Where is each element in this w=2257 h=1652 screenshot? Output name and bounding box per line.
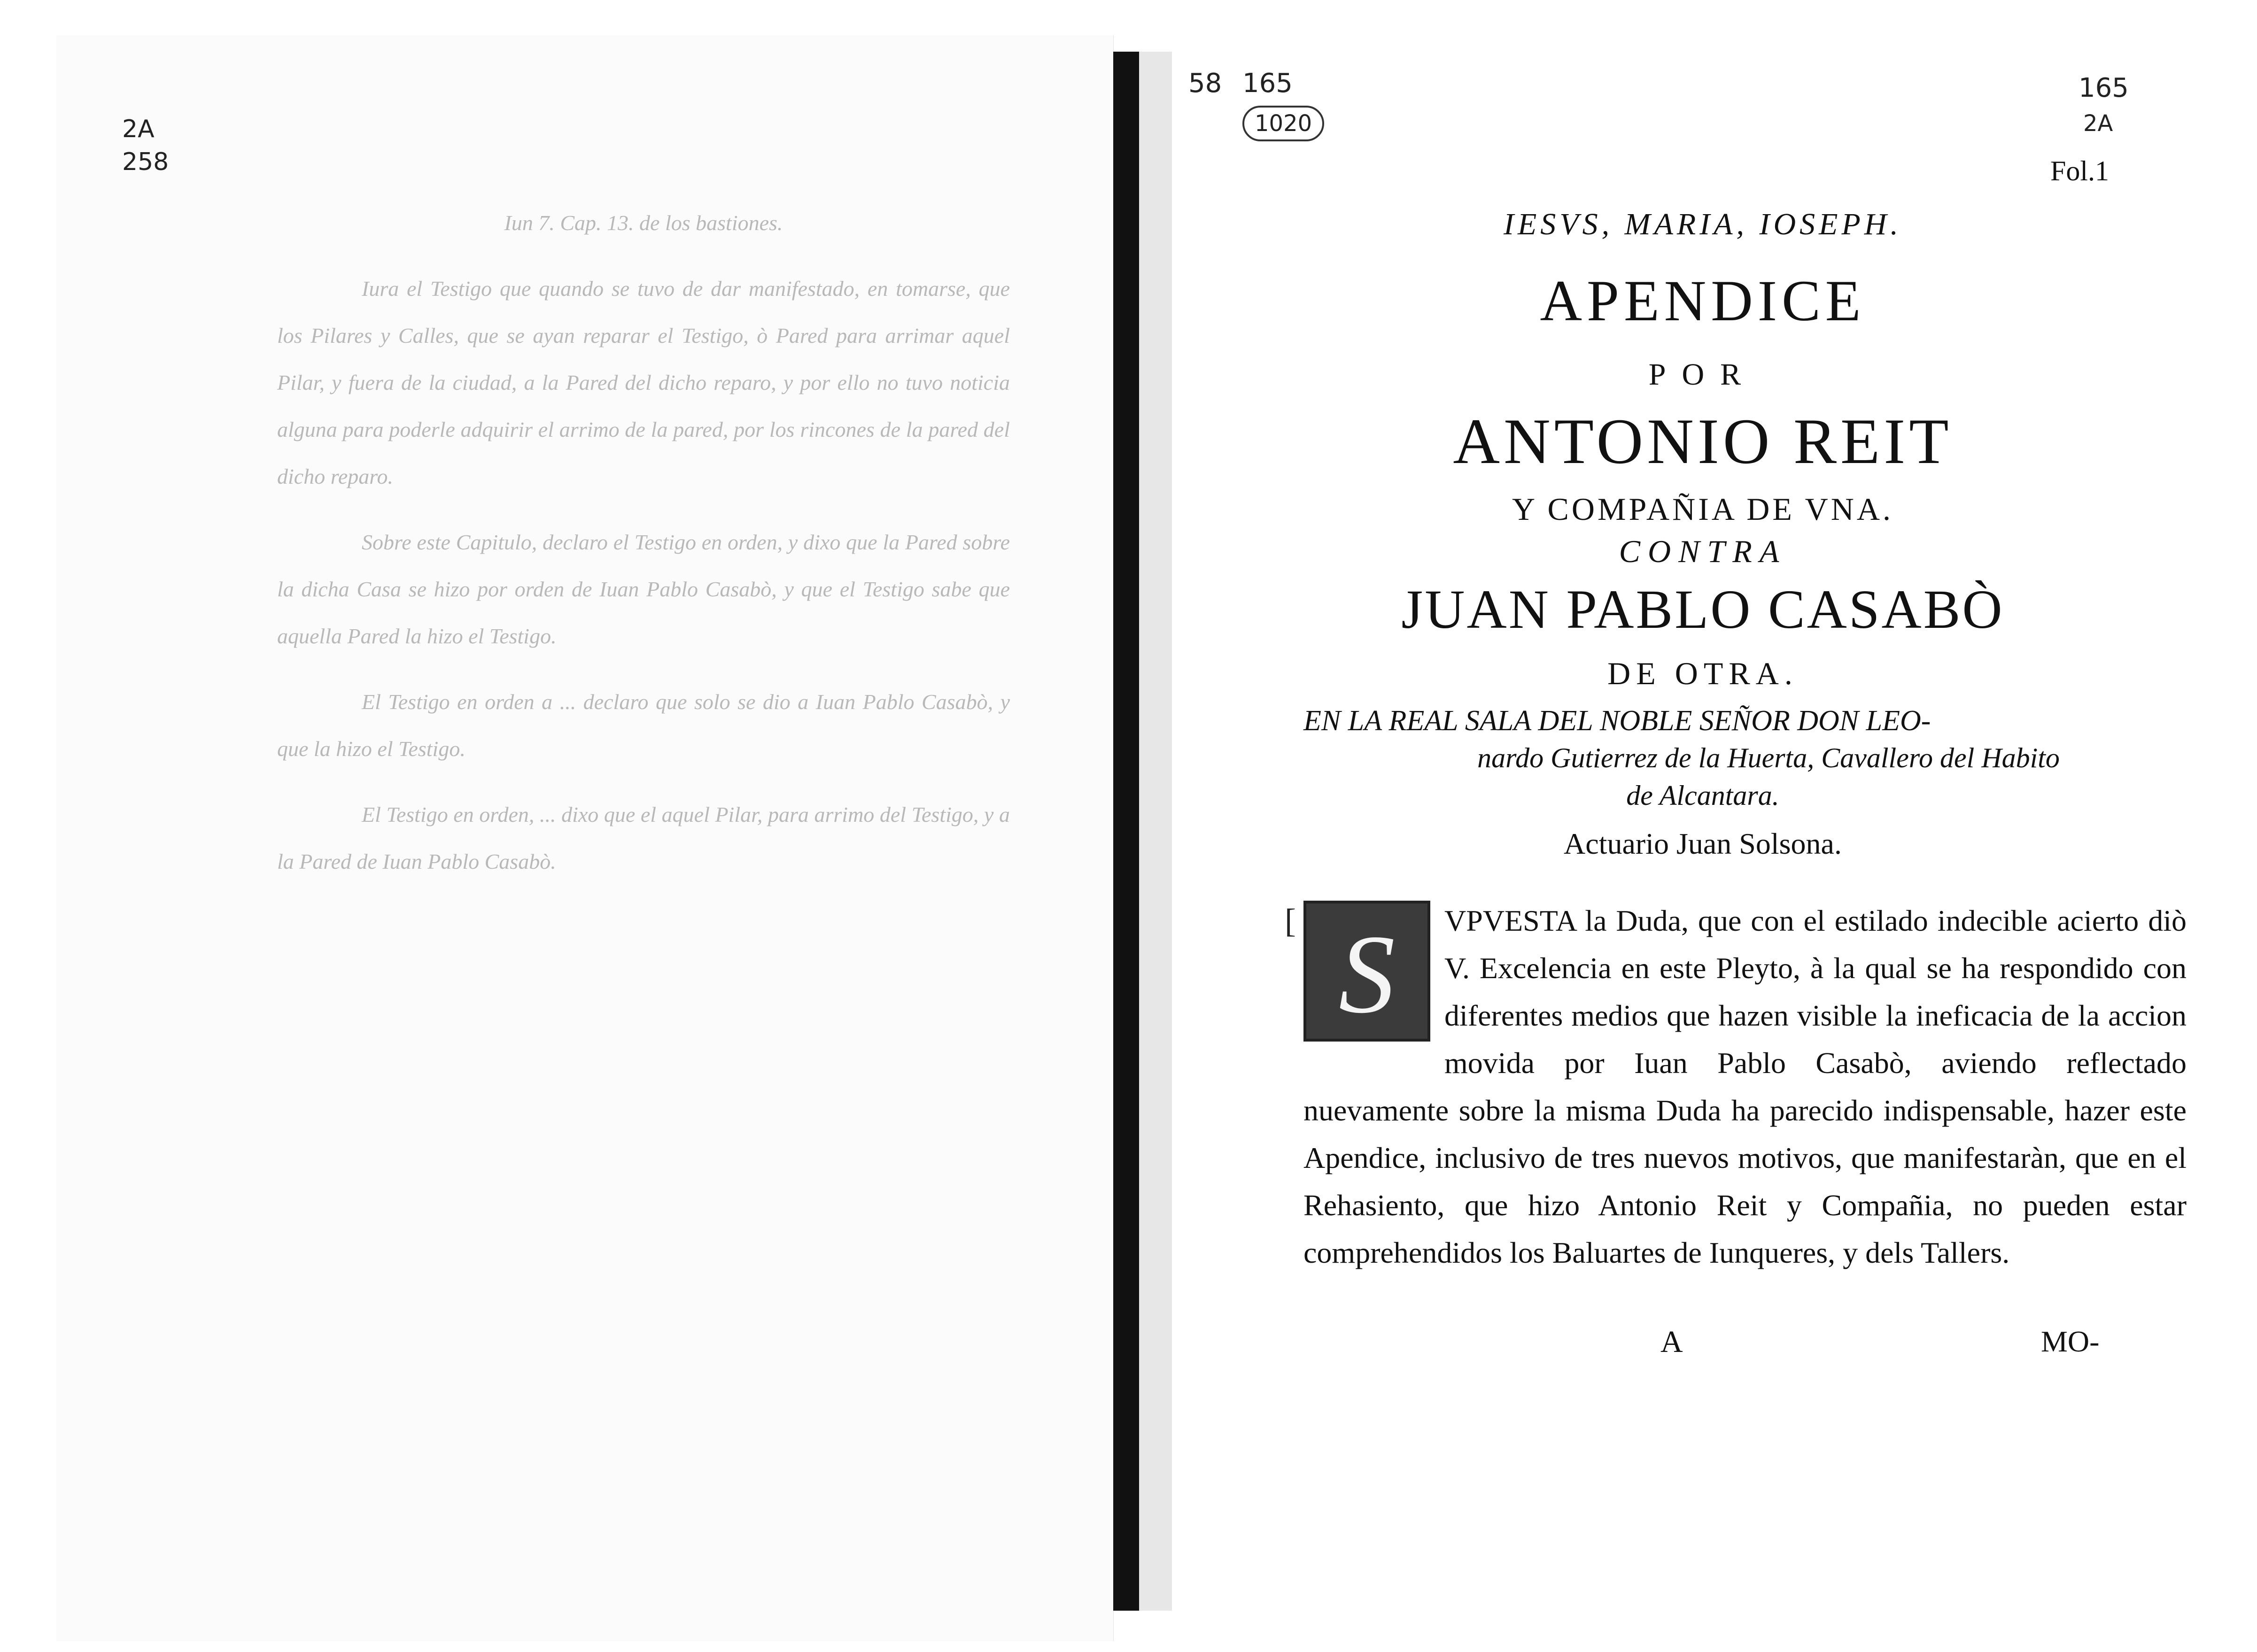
court-line: EN LA REAL SALA DEL NOBLE SEÑOR DON LEO- bbox=[1303, 705, 1931, 737]
left-margin-notes bbox=[122, 113, 169, 178]
left-page bbox=[56, 35, 1114, 1641]
margin-note: 2A bbox=[122, 115, 155, 143]
faded-paragraph: El Testigo en orden, ... dixo que el aquel Pilar, para arrimo del Testigo, y a la Pared de Iuan Pablo Casabò. bbox=[277, 803, 1010, 873]
document-title: APENDICE bbox=[1540, 269, 1866, 333]
bracket-mark: [ bbox=[1285, 902, 1296, 940]
defendant-subtitle: DE OTRA. bbox=[1607, 656, 1798, 691]
faded-paragraph: El Testigo en orden a ... declaro que solo se dio a Iuan Pablo Casabò, y que la hizo el Testigo. bbox=[277, 690, 1010, 761]
dropcap-letter: S bbox=[1303, 901, 1430, 1042]
folio-number: Fol.1 bbox=[2050, 155, 2110, 186]
top-right-note: 2A bbox=[2083, 110, 2113, 137]
catchword: MO- bbox=[2041, 1325, 2100, 1358]
invocation: IESVS, MARIA, IOSEPH. bbox=[1504, 207, 1902, 241]
plaintiff-name: ANTONIO REIT bbox=[1453, 405, 1953, 477]
contra-line: CONTRA bbox=[1619, 533, 1787, 569]
faded-paragraph: Iun 7. Cap. 13. de los bastiones. bbox=[504, 211, 783, 235]
faded-paragraph: Sobre este Capitulo, declaro el Testigo en orden, y dixo que la Pared sobre la dicha Casa se hizo por orden de Iuan Pablo Casabò, y que el Testigo sabe que aquella Pared la hizo el Testigo. bbox=[277, 530, 1010, 648]
stamp-number: 1020 bbox=[1242, 106, 1324, 141]
plaintiff-subtitle: Y COMPAÑIA DE VNA. bbox=[1512, 491, 1894, 527]
defendant-name: JUAN PABLO CASABÒ bbox=[1401, 579, 2004, 640]
faded-paragraph: Iura el Testigo que quando se tuvo de dar manifestado, en tomarse, que los Pilares y Calles, que se ayan reparar el Testigo, ò Pared para arrimar aquel Pilar, y fuera de la ciudad, a la Pared del dicho reparo, y por ello no tuvo noticia alguna para poderle adquirir el arrimo de la pared, por los rincones de la pared del dicho reparo. bbox=[277, 277, 1010, 488]
margin-note: 258 bbox=[122, 148, 169, 176]
stamp-number: 58 bbox=[1188, 68, 1222, 99]
stamp-number: 165 bbox=[1242, 68, 1293, 99]
book-binding bbox=[1113, 52, 1139, 1611]
court-line: de Alcantara. bbox=[1626, 780, 1779, 811]
signature-mark: A bbox=[1660, 1325, 1683, 1359]
binding-edge bbox=[1139, 52, 1172, 1611]
body-paragraph bbox=[1303, 897, 2187, 1276]
top-right-note: 165 bbox=[2079, 73, 2129, 103]
right-page bbox=[1172, 28, 2234, 1606]
por-line: POR bbox=[1648, 357, 1757, 392]
actuario-line: Actuario Juan Solsona. bbox=[1564, 827, 1842, 860]
faded-text-block bbox=[277, 200, 1010, 904]
body-text: VPVESTA la Duda, que con el estilado indecible acierto diò V. Excelencia en este Pleyto, à la qual se ha respondido con diferentes medios que hazen visible la ineficacia de la accion movida por Iuan Pablo Casabò, aviendo reflectado nuevamente sobre la misma Duda ha parecido indispensable, hazer este Apendice, inclusivo de tres nuevos motivos, que manifestaràn, que en el Rehasiento, que hizo Antonio Reit y Compañia, no pueden estar comprehendidos los Baluartes de Iunqueres, y dels Tallers. bbox=[1303, 904, 2187, 1269]
court-line: nardo Gutierrez de la Huerta, Cavallero del Habito bbox=[1477, 742, 2060, 773]
